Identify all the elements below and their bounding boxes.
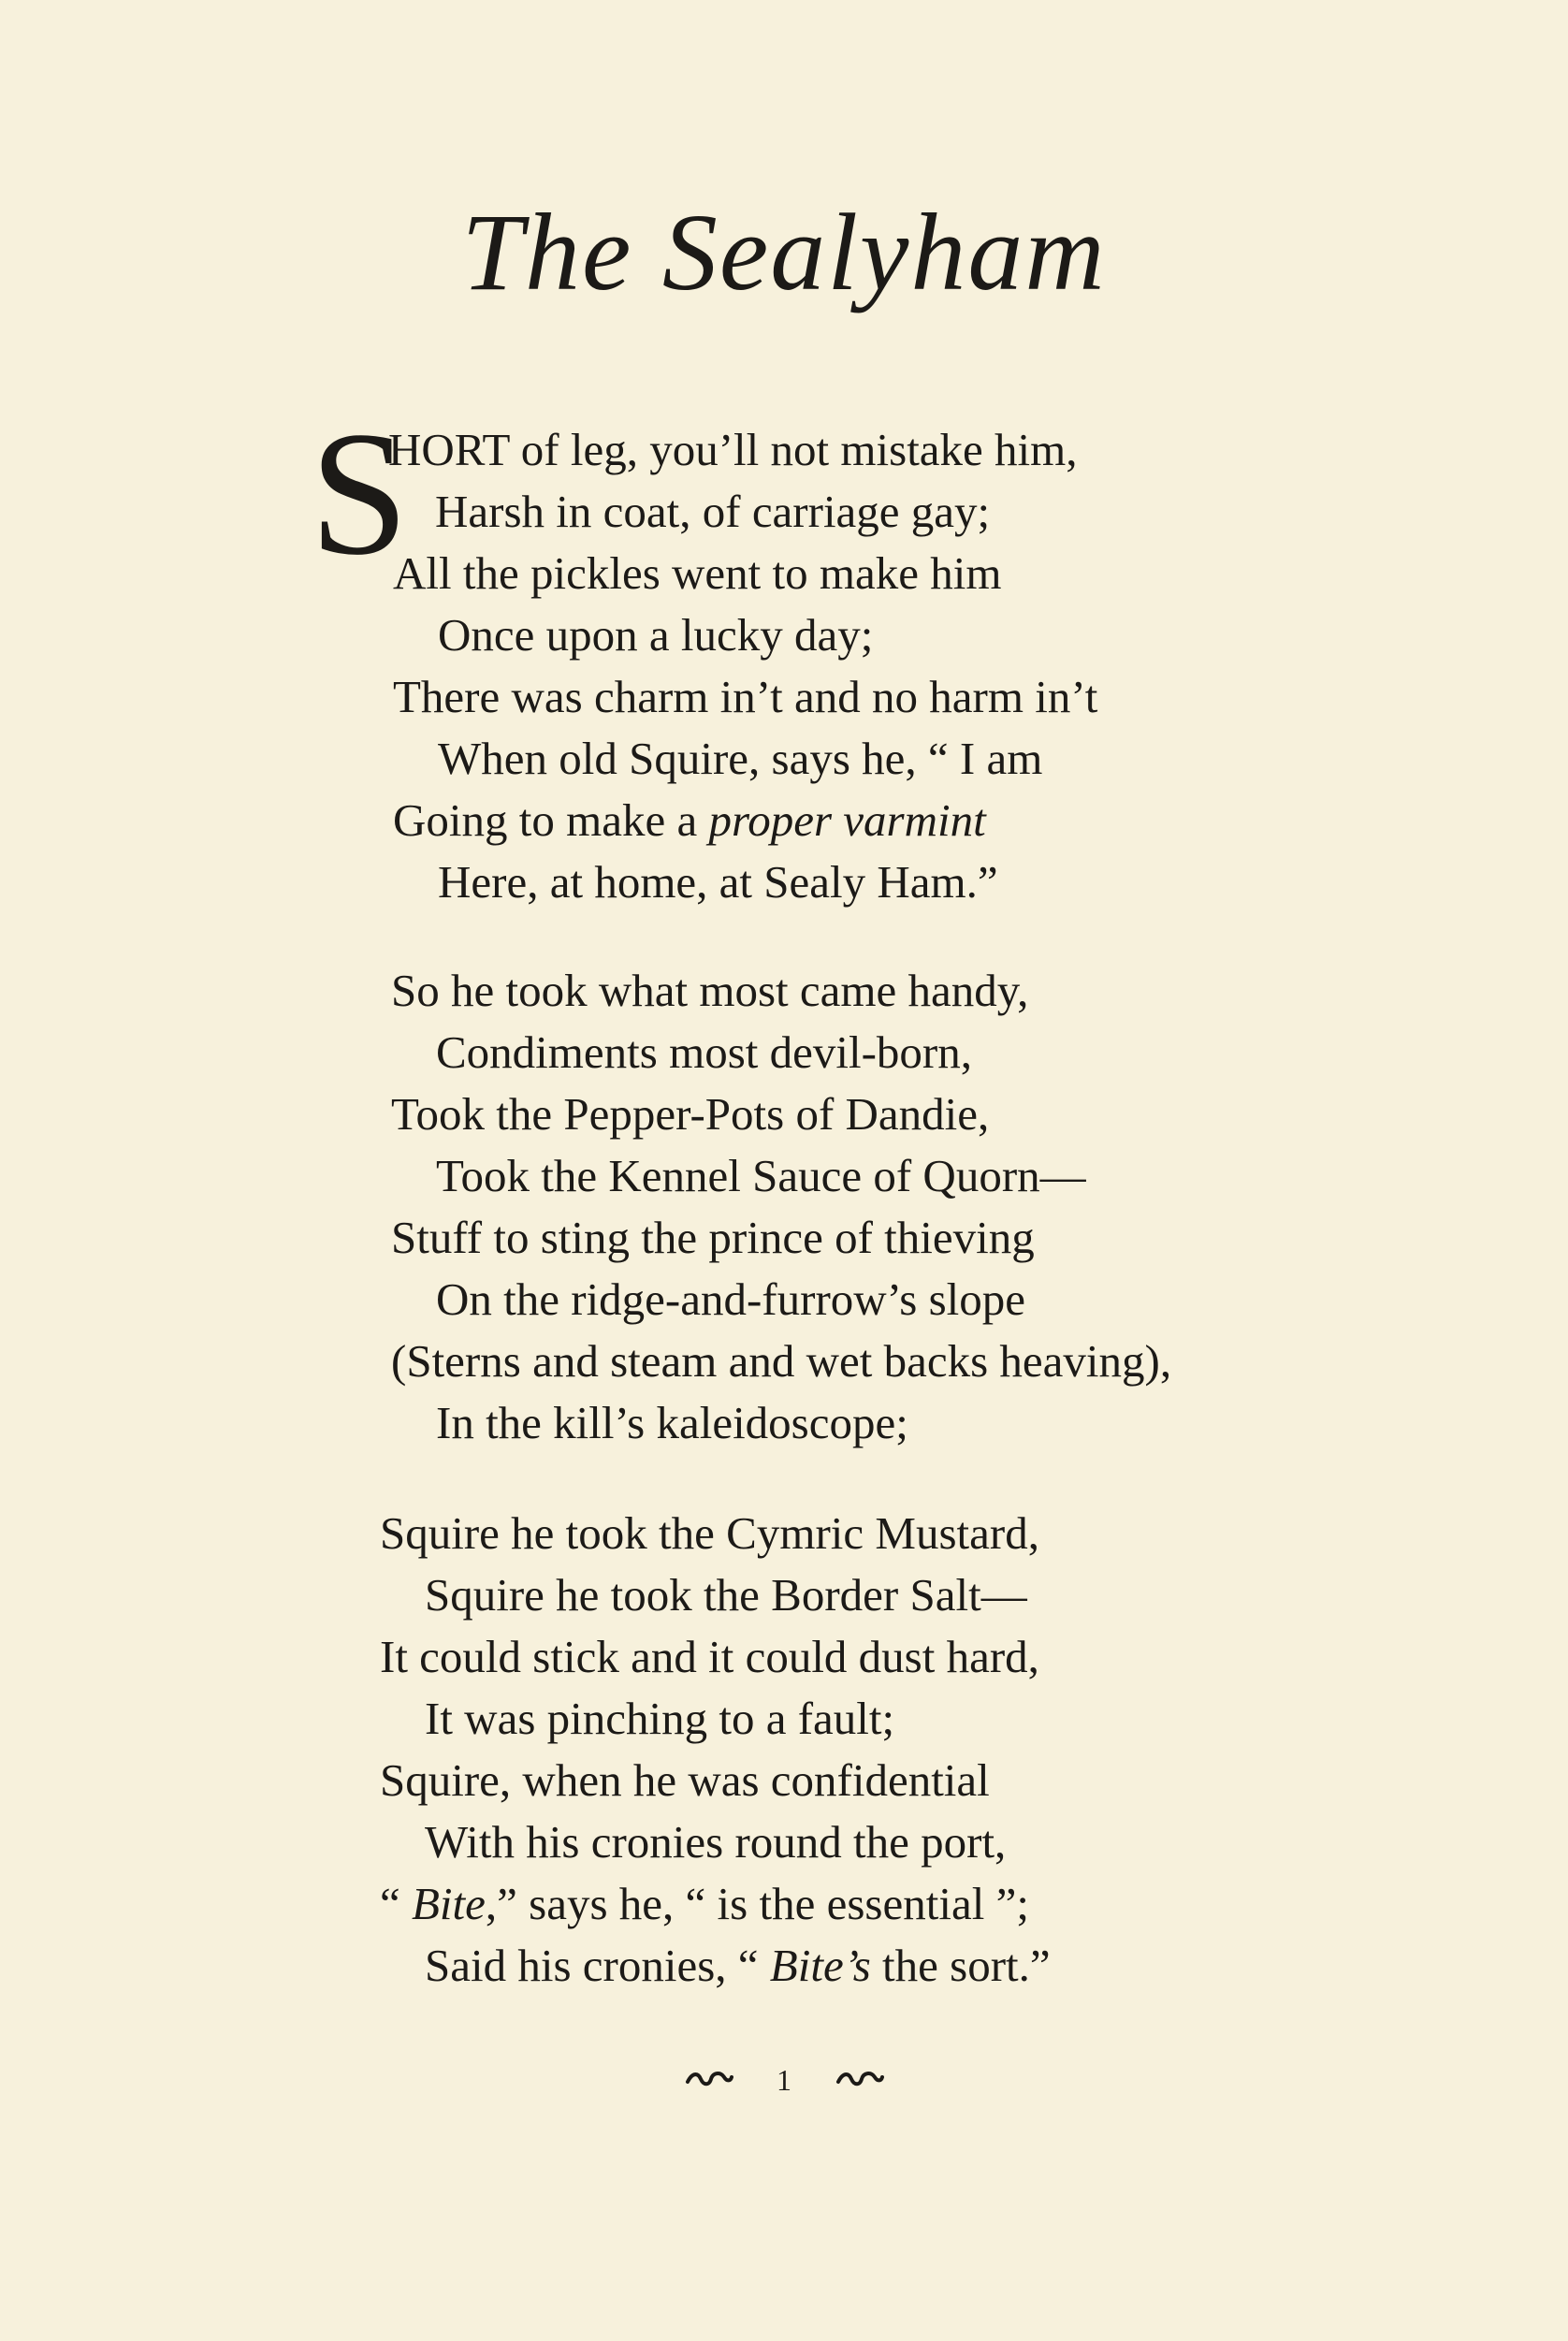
poem-line-text: the sort.”: [870, 1940, 1051, 1991]
poem-line: Once upon a lucky day;: [438, 609, 874, 661]
poem-line: [313, 790, 1249, 851]
page-number: 1: [777, 2063, 791, 2098]
poem-line: With his cronies round the port,: [425, 1816, 1007, 1868]
poem-line: There was charm in’t and no harm in’t: [393, 671, 1098, 722]
poem-line-text: “: [380, 1878, 412, 1929]
poem-line: Took the Kennel Sauce of Quorn—: [436, 1150, 1086, 1201]
stanza-3: [380, 1503, 1315, 1997]
right-swash-ornament-icon: [835, 2057, 884, 2103]
poem-line: Squire, when he was confidential: [380, 1754, 990, 1806]
page-footer: [0, 2055, 1568, 2103]
poem-line-text: Said his cronies, “: [425, 1940, 770, 1991]
drop-cap: S: [310, 396, 409, 592]
poem-line: Squire he took the Cymric Mustard,: [380, 1507, 1039, 1559]
poem-line: Took the Pepper-Pots of Dandie,: [391, 1088, 990, 1140]
poem-title: The Sealyham: [461, 191, 1107, 313]
poem-line: Here, at home, at Sealy Ham.”: [438, 856, 998, 908]
poem-line: Condiments most devil-born,: [436, 1026, 972, 1078]
poem-line-italic: Bite: [412, 1878, 486, 1929]
poem-line: HORT of leg, you’ll not mistake him,: [388, 424, 1078, 475]
poem-line: On the ridge-and-furrow’s slope: [436, 1273, 1026, 1325]
poem-line: [380, 1873, 1315, 1935]
poem-line-text: ,” says he, “ is the essential ”;: [485, 1878, 1029, 1929]
stanza-1: [310, 396, 1249, 913]
poem-line: When old Squire, says he, “ I am: [438, 733, 1043, 784]
poem-line: In the kill’s kaleidoscope;: [436, 1397, 908, 1448]
poem-line: [380, 1935, 1315, 1997]
poem-line: It could stick and it could dust hard,: [380, 1631, 1039, 1682]
poem-line: Squire he took the Border Salt—: [425, 1569, 1027, 1621]
poem-line-italic: Bite’s: [769, 1940, 871, 1991]
poem-line: Stuff to sting the prince of thieving: [391, 1212, 1035, 1263]
poem-line: (Sterns and steam and wet backs heaving),: [391, 1335, 1172, 1387]
poem-line: So he took what most came handy,: [391, 965, 1029, 1016]
poem-line: All the pickles went to make him: [393, 547, 1002, 599]
poem-line: Harsh in coat, of carriage gay;: [435, 486, 991, 537]
poem-line: It was pinching to a fault;: [425, 1693, 895, 1744]
poem-line-italic: proper varmint: [708, 794, 986, 846]
stanza-2: [391, 960, 1327, 1454]
poem-line-text: Going to make a: [393, 794, 709, 846]
left-swash-ornament-icon: [685, 2057, 733, 2103]
